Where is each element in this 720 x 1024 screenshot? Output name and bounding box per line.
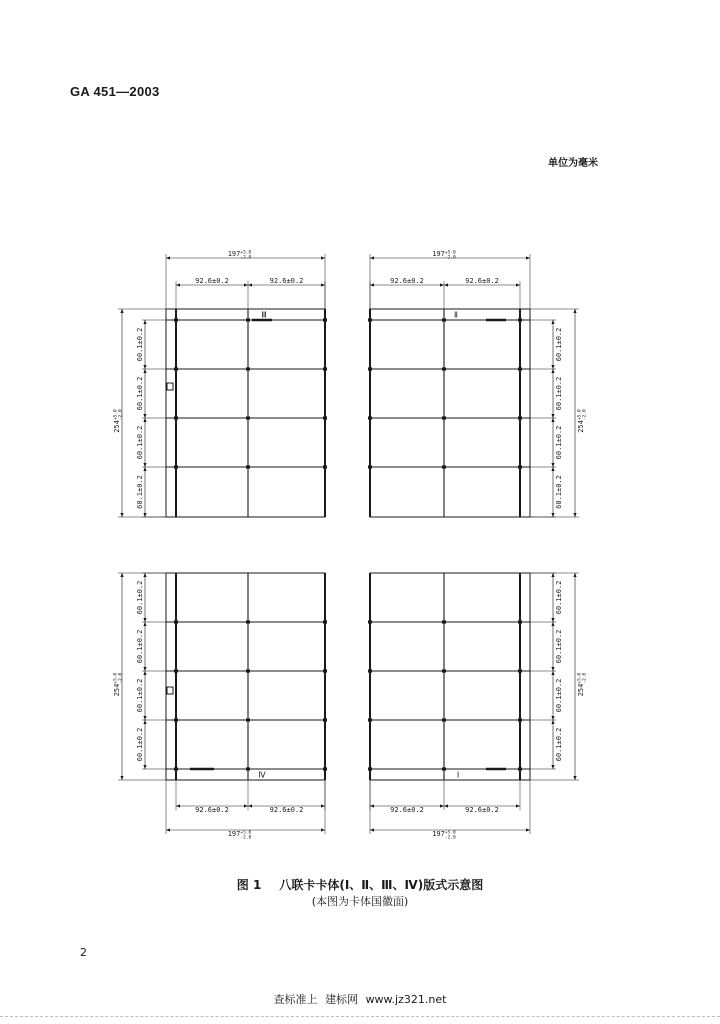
register-mark [246,367,250,370]
total-width-dim-arrow-end [526,828,530,831]
alignment-marker [167,383,173,390]
register-mark [518,767,522,770]
register-mark [518,318,522,321]
half-width-dim-right-arrow-start [444,804,448,807]
total-height-label: $254^{+5.0}-2.0$ [113,672,124,697]
row-height-label: 60.1±0.2 [136,727,144,762]
figure-subcaption: (本图为卡体国徽面) [311,895,409,908]
row-height-label: 60.1±0.2 [136,629,144,664]
half-width-label-left: 92.6±0.2 [195,277,229,285]
register-mark [442,465,446,468]
register-mark [323,416,327,419]
panel-roman-label: Ⅰ [456,770,460,780]
row-height-dim-arrow-start [143,467,146,471]
register-mark [518,620,522,623]
register-mark [174,620,178,623]
half-width-label-right: 92.6±0.2 [465,277,499,285]
half-width-dim-right-arrow-start [248,283,252,286]
total-width-label: $197^{+5.0}$ -2.0 [227,830,252,841]
footer-url: www.jz321.net [365,993,447,1006]
half-width-dim-left-arrow-end [440,283,444,286]
total-height-label: $254^{+5.0}-2.0$ [577,409,588,433]
row-height-dim-arrow-end [551,765,554,769]
card-sheet-outline [166,573,325,780]
total-width-label: $197^{+5.0}$ -2.0 [432,830,456,841]
register-mark [518,367,522,370]
figure-caption [0,876,720,893]
register-mark [323,367,327,370]
panel-iv [113,573,328,841]
half-width-dim-right-arrow-end [516,804,520,807]
footer-text [0,991,720,1007]
row-height-dim-arrow-start [551,369,554,373]
footer-text-2: 建标网 [325,993,359,1006]
register-mark [174,416,178,419]
unit-note: 单位为毫米 [548,158,598,169]
half-width-dim-left-arrow-start [370,283,374,286]
total-width-dim-arrow-start [370,828,374,831]
register-mark [174,367,178,370]
register-mark [246,718,250,721]
row-height-label: 60.1±0.2 [136,376,144,411]
row-height-dim-arrow-end [143,414,146,418]
register-mark [246,620,250,623]
row-height-dim-arrow-start [143,671,146,675]
total-width-dim-arrow-start [166,256,170,259]
row-height-label: 60.1±0.2 [555,678,563,713]
register-mark [323,318,327,321]
register-mark [368,669,372,672]
half-width-label-right: 92.6±0.2 [269,277,304,285]
card-sheet-outline [166,309,325,517]
row-height-dim-arrow-end [551,716,554,720]
page-number: 2 [80,946,87,959]
register-mark [323,669,327,672]
row-height-dim-arrow-end [551,463,554,467]
total-height-dim-arrow-start [120,309,123,313]
footer-text-1: 查标准上 [273,993,318,1006]
panel-roman-label: Ⅱ [454,310,458,320]
row-height-dim-arrow-end [143,765,146,769]
total-width-dim-arrow-end [321,256,325,259]
total-width-dim-arrow-end [526,256,530,259]
row-height-label: 60.1±0.2 [136,425,144,460]
register-mark [368,465,372,468]
register-mark [174,465,178,468]
register-mark [442,367,446,370]
half-width-dim-left-arrow-end [244,804,248,807]
total-height-label: $254^{+5.0}-2.0$ [113,409,124,433]
half-width-dim-right-arrow-end [516,283,520,286]
register-mark [174,718,178,721]
register-mark [174,767,178,770]
card-sheet-outline [370,573,530,780]
row-height-dim-arrow-start [551,671,554,675]
register-mark [368,718,372,721]
row-height-dim-arrow-start [551,720,554,724]
total-width-label: $197^{+5.0}$ -2.0 [227,250,252,261]
row-height-label: 60.1±0.2 [136,678,144,713]
register-mark [174,669,178,672]
register-mark [442,416,446,419]
row-height-dim-arrow-start [143,320,146,324]
row-height-label: 60.1±0.2 [136,580,144,615]
row-height-dim-arrow-end [551,414,554,418]
row-height-label: 60.1±0.2 [555,425,563,460]
register-mark [368,367,372,370]
total-height-dim-arrow-start [573,573,576,577]
half-width-label-right: 92.6±0.2 [269,806,304,814]
total-height-dim-arrow-end [573,776,576,780]
half-width-dim-right-arrow-start [248,804,252,807]
row-height-label: 60.1±0.2 [555,580,563,615]
row-height-label: 60.1±0.2 [555,629,563,664]
half-width-dim-left-arrow-start [176,283,180,286]
row-height-dim-arrow-start [551,320,554,324]
row-height-dim-arrow-end [143,667,146,671]
row-height-label: 60.1±0.2 [555,376,563,411]
row-height-dim-arrow-start [551,418,554,422]
total-width-dim-arrow-end [321,828,325,831]
register-mark [368,318,372,321]
panel-i [368,573,588,841]
row-height-label: 60.1±0.2 [555,727,563,762]
register-mark [246,669,250,672]
register-mark [518,669,522,672]
register-mark [518,718,522,721]
total-height-dim-arrow-end [573,513,576,517]
half-width-label-right: 92.6±0.2 [465,806,499,814]
panel-iii [113,250,328,518]
register-mark [442,318,446,321]
alignment-marker [167,687,173,694]
row-height-dim-arrow-end [551,618,554,622]
row-height-dim-arrow-end [551,513,554,517]
register-mark [323,718,327,721]
row-height-label: 60.1±0.2 [555,327,563,362]
register-mark [323,465,327,468]
row-height-label: 60.1±0.2 [555,475,563,509]
register-mark [174,318,178,321]
row-height-dim-arrow-start [551,622,554,626]
half-width-label-left: 92.6±0.2 [195,806,229,814]
register-mark [246,767,250,770]
row-height-dim-arrow-start [143,720,146,724]
row-height-dim-arrow-end [143,618,146,622]
panel-roman-label: Ⅲ [261,310,267,320]
row-height-label: 60.1±0.2 [136,327,144,362]
register-mark [368,416,372,419]
half-width-label-left: 92.6±0.2 [390,806,424,814]
half-width-dim-left-arrow-start [370,804,374,807]
register-mark [323,620,327,623]
row-height-dim-arrow-start [143,418,146,422]
half-width-dim-left-arrow-end [440,804,444,807]
register-mark [442,767,446,770]
figure-title: 八联卡卡体(Ⅰ、Ⅱ、Ⅲ、Ⅳ)版式示意图 [279,878,484,892]
register-mark [246,416,250,419]
bottom-rule [0,1016,720,1017]
half-width-dim-left-arrow-end [244,283,248,286]
register-mark [442,669,446,672]
half-width-dim-left-arrow-start [176,804,180,807]
row-height-dim-arrow-start [143,573,146,577]
row-height-dim-arrow-end [551,365,554,369]
register-mark [442,718,446,721]
card-sheet-outline [370,309,530,517]
row-height-dim-arrow-end [143,513,146,517]
standard-code: GA 451—2003 [70,84,160,99]
total-height-label: $254^{+5.0}-2.0$ [577,672,588,697]
register-mark [518,416,522,419]
total-width-dim-arrow-start [166,828,170,831]
register-mark [246,465,250,468]
half-width-dim-right-arrow-start [444,283,448,286]
half-width-label-left: 92.6±0.2 [390,277,424,285]
register-mark [518,465,522,468]
row-height-dim-arrow-end [143,716,146,720]
register-mark [246,318,250,321]
register-mark [368,767,372,770]
total-width-dim-arrow-start [370,256,374,259]
row-height-dim-arrow-end [143,463,146,467]
total-height-dim-arrow-end [120,513,123,517]
row-height-label: 60.1±0.2 [136,475,144,509]
figure-number: 图 1 [236,878,262,892]
row-height-dim-arrow-start [551,467,554,471]
row-height-dim-arrow-start [551,573,554,577]
row-height-dim-arrow-end [551,667,554,671]
total-height-dim-arrow-start [573,309,576,313]
register-mark [368,620,372,623]
half-width-dim-right-arrow-end [321,283,325,286]
register-mark [442,620,446,623]
register-mark [323,767,327,770]
row-height-dim-arrow-start [143,622,146,626]
panel-roman-label: Ⅳ [258,770,266,780]
row-height-dim-arrow-start [143,369,146,373]
total-width-label: $197^{+5.0}$ -2.0 [432,250,456,261]
total-height-dim-arrow-start [120,573,123,577]
panel-ii [368,250,588,518]
half-width-dim-right-arrow-end [321,804,325,807]
row-height-dim-arrow-end [143,365,146,369]
total-height-dim-arrow-end [120,776,123,780]
